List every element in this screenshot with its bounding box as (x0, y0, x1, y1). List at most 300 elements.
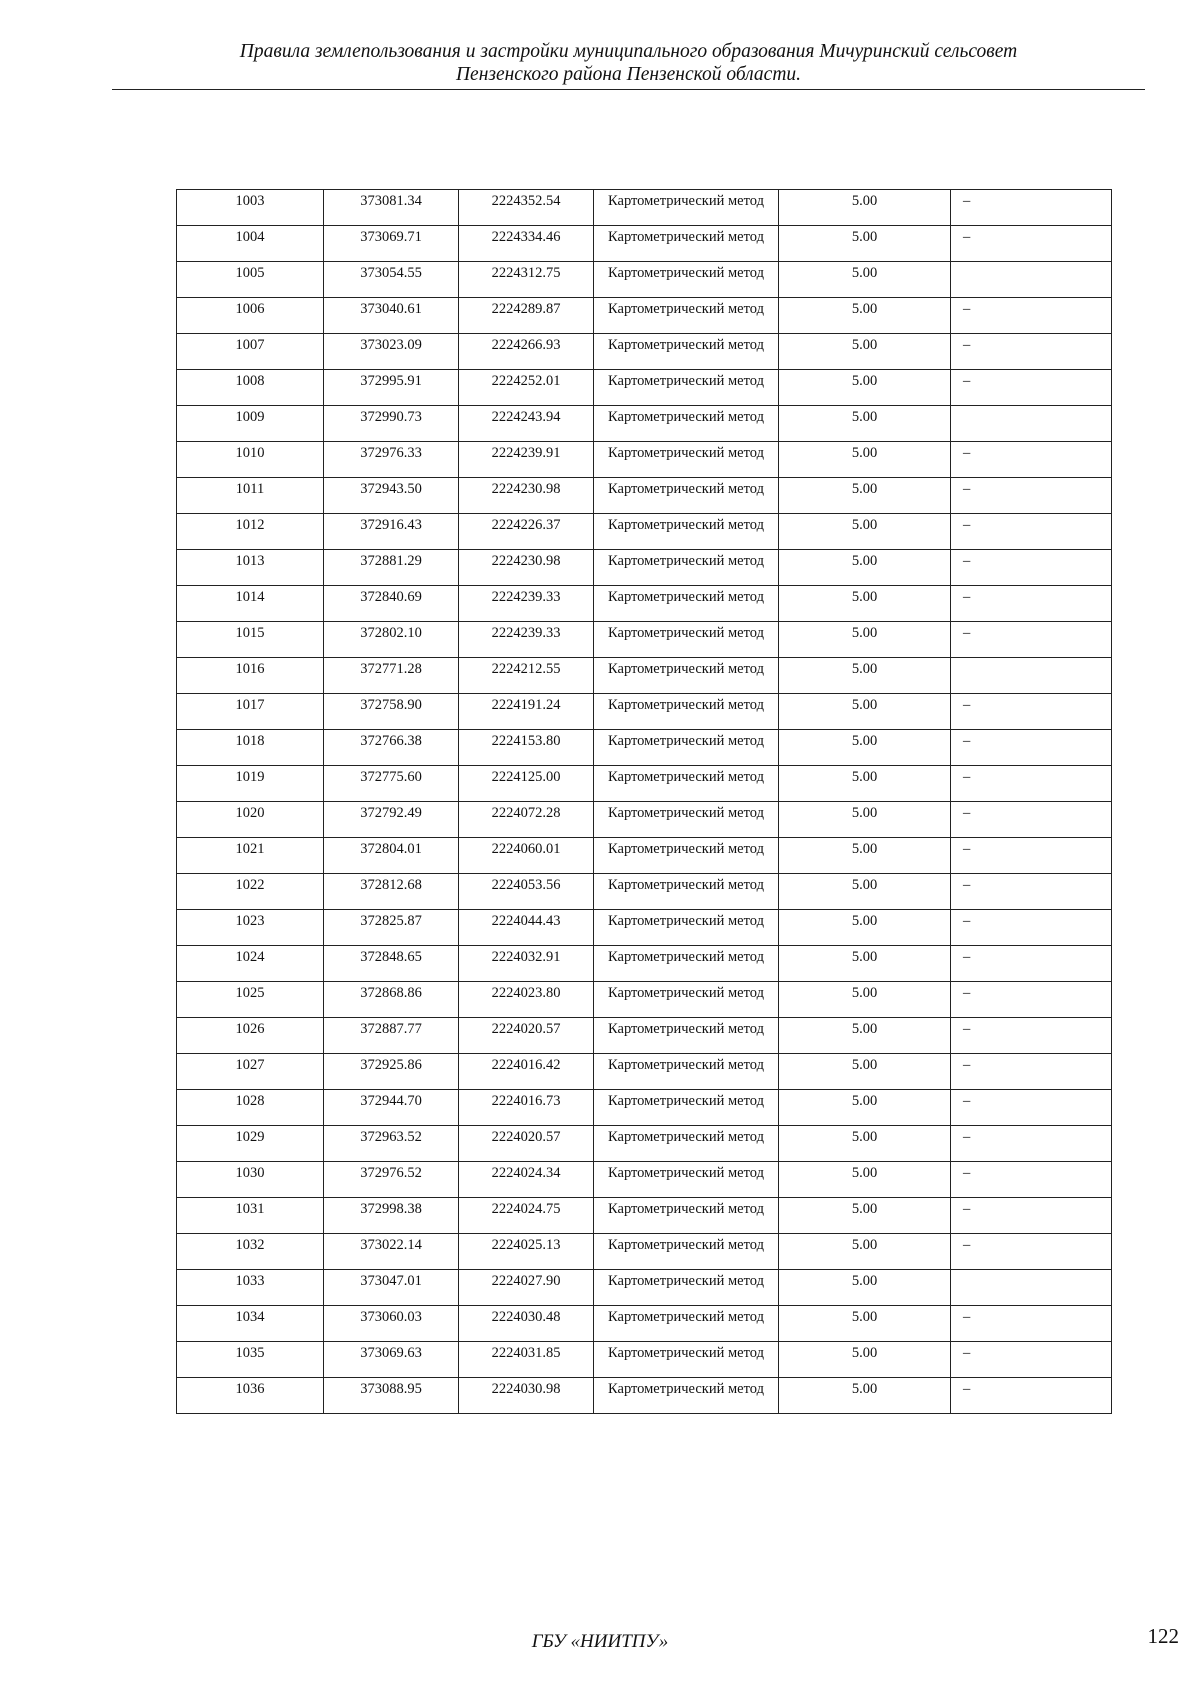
coord-x-cell-text: 372758.90 (360, 697, 422, 713)
point-number-cell (177, 550, 324, 586)
point-number-cell (177, 298, 324, 334)
note-cell (951, 910, 1112, 946)
accuracy-cell (779, 946, 951, 982)
method-cell-text: Картометрический метод (608, 1165, 764, 1181)
note-cell (951, 658, 1112, 694)
coord-y-cell (459, 370, 594, 406)
point-number-cell-text: 1030 (235, 1165, 265, 1181)
method-cell-text: Картометрический метод (608, 373, 764, 389)
coord-x-cell-text: 373069.63 (360, 1345, 422, 1361)
coord-y-cell (459, 658, 594, 694)
note-cell (951, 622, 1112, 658)
method-cell-text: Картометрический метод (608, 733, 764, 749)
note-cell (951, 874, 1112, 910)
point-number-cell-text: 1026 (235, 1021, 265, 1037)
accuracy-cell-text: 5.00 (851, 1273, 878, 1289)
coord-y-cell-text: 2224352.54 (491, 193, 561, 209)
point-number-cell (177, 442, 324, 478)
point-number-cell-text: 1009 (235, 409, 265, 425)
accuracy-cell-text: 5.00 (851, 913, 878, 929)
accuracy-cell (779, 586, 951, 622)
table-row (177, 514, 1112, 550)
point-number-cell (177, 1054, 324, 1090)
coord-y-cell (459, 802, 594, 838)
point-number-cell (177, 1234, 324, 1270)
note-cell-text: – (963, 517, 971, 533)
coord-x-cell-text: 372995.91 (360, 373, 422, 389)
coord-x-cell (324, 1054, 459, 1090)
accuracy-cell (779, 1378, 951, 1414)
header-line-2: Пензенского района Пензенской области. (455, 64, 802, 85)
note-cell-text: – (963, 1165, 971, 1181)
coord-y-cell-text: 2224020.57 (491, 1021, 561, 1037)
method-cell (594, 262, 779, 298)
point-number-cell (177, 910, 324, 946)
coord-y-cell-text: 2224230.98 (491, 481, 561, 497)
coord-x-cell-text: 372887.77 (360, 1021, 422, 1037)
coord-x-cell-text: 372976.33 (360, 445, 422, 461)
coord-x-cell-text: 372802.10 (360, 625, 422, 641)
point-number-cell (177, 1270, 324, 1306)
coord-x-cell-text: 372792.49 (360, 805, 422, 821)
coord-x-cell-text: 372804.01 (360, 841, 422, 857)
table-row (177, 694, 1112, 730)
coord-y-cell (459, 298, 594, 334)
point-number-cell-text: 1021 (235, 841, 265, 857)
table-row (177, 1342, 1112, 1378)
note-cell-text: – (963, 1309, 971, 1325)
note-cell (951, 802, 1112, 838)
table-row (177, 1270, 1112, 1306)
point-number-cell-text: 1003 (235, 193, 265, 209)
coord-y-cell-text: 2224266.93 (491, 337, 561, 353)
note-cell (951, 1198, 1112, 1234)
note-cell-text: – (963, 805, 971, 821)
point-number-cell (177, 1306, 324, 1342)
coord-y-cell-text: 2224016.42 (491, 1057, 561, 1073)
method-cell-text: Картометрический метод (608, 1093, 764, 1109)
accuracy-cell-text: 5.00 (851, 769, 878, 785)
method-cell-text: Картометрический метод (608, 337, 764, 353)
coord-x-cell-text: 373088.95 (360, 1381, 422, 1397)
coord-x-cell-text: 372840.69 (360, 589, 422, 605)
note-cell-text: – (963, 1345, 971, 1361)
coord-y-cell (459, 1090, 594, 1126)
method-cell (594, 910, 779, 946)
coord-x-cell (324, 334, 459, 370)
note-cell-text: – (963, 373, 971, 389)
coord-x-cell-text: 373060.03 (360, 1309, 422, 1325)
table-row (177, 586, 1112, 622)
coord-y-cell-text: 2224239.33 (491, 589, 561, 605)
table-row (177, 1090, 1112, 1126)
accuracy-cell-text: 5.00 (851, 733, 878, 749)
header-line-1: Правила землепользования и застройки муниципального образования Мичуринский сельсовет (239, 41, 1018, 62)
note-cell-text (963, 1270, 1111, 1273)
accuracy-cell-text: 5.00 (851, 517, 878, 533)
method-cell-text: Картометрический метод (608, 409, 764, 425)
coord-x-cell-text: 373040.61 (360, 301, 422, 317)
note-cell (951, 1306, 1112, 1342)
point-number-cell (177, 1342, 324, 1378)
accuracy-cell (779, 1018, 951, 1054)
point-number-cell-text: 1022 (235, 877, 265, 893)
point-number-cell-text: 1024 (235, 949, 265, 965)
note-cell-text: – (963, 589, 971, 605)
note-cell (951, 1162, 1112, 1198)
table-row (177, 298, 1112, 334)
coord-x-cell (324, 226, 459, 262)
accuracy-cell-text: 5.00 (851, 409, 878, 425)
header-divider (112, 89, 1145, 90)
point-number-cell-text: 1027 (235, 1057, 265, 1073)
note-cell (951, 1234, 1112, 1270)
coord-x-cell (324, 298, 459, 334)
table-row (177, 946, 1112, 982)
point-number-cell-text: 1025 (235, 985, 265, 1001)
point-number-cell (177, 262, 324, 298)
table-row (177, 478, 1112, 514)
note-cell (951, 370, 1112, 406)
point-number-cell-text: 1023 (235, 913, 265, 929)
coord-x-cell-text: 372775.60 (360, 769, 422, 785)
coord-x-cell (324, 514, 459, 550)
method-cell-text: Картометрический метод (608, 1345, 764, 1361)
note-cell (951, 1090, 1112, 1126)
coord-y-cell-text: 2224016.73 (491, 1093, 561, 1109)
note-cell-text (963, 406, 1111, 409)
accuracy-cell (779, 1126, 951, 1162)
coord-y-cell (459, 874, 594, 910)
point-number-cell-text: 1013 (235, 553, 265, 569)
point-number-cell-text: 1008 (235, 373, 265, 389)
method-cell-text: Картометрический метод (608, 589, 764, 605)
point-number-cell (177, 766, 324, 802)
point-number-cell (177, 190, 324, 226)
table-row (177, 406, 1112, 442)
coord-y-cell-text: 2224125.00 (491, 769, 561, 785)
accuracy-cell (779, 1054, 951, 1090)
method-cell (594, 550, 779, 586)
accuracy-cell-text: 5.00 (851, 1129, 878, 1145)
accuracy-cell-text: 5.00 (851, 1345, 878, 1361)
note-cell-text: – (963, 1201, 971, 1217)
coord-y-cell-text: 2224060.01 (491, 841, 561, 857)
coord-x-cell (324, 946, 459, 982)
coord-y-cell (459, 586, 594, 622)
table-row (177, 766, 1112, 802)
point-number-cell-text: 1019 (235, 769, 265, 785)
coord-x-cell-text: 372963.52 (360, 1129, 422, 1145)
note-cell (951, 946, 1112, 982)
point-number-cell-text: 1016 (235, 661, 265, 677)
method-cell-text: Картометрический метод (608, 1237, 764, 1253)
note-cell (951, 1342, 1112, 1378)
coord-y-cell-text: 2224030.98 (491, 1381, 561, 1397)
coord-x-cell (324, 658, 459, 694)
method-cell-text: Картометрический метод (608, 805, 764, 821)
method-cell-text: Картометрический метод (608, 445, 764, 461)
coord-x-cell (324, 730, 459, 766)
accuracy-cell-text: 5.00 (851, 193, 878, 209)
table-row (177, 1198, 1112, 1234)
note-cell-text: – (963, 301, 971, 317)
accuracy-cell-text: 5.00 (851, 697, 878, 713)
method-cell (594, 586, 779, 622)
coord-y-cell-text: 2224024.75 (491, 1201, 561, 1217)
point-number-cell (177, 622, 324, 658)
method-cell-text: Картометрический метод (608, 1129, 764, 1145)
accuracy-cell (779, 766, 951, 802)
note-cell (951, 514, 1112, 550)
point-number-cell (177, 658, 324, 694)
note-cell-text: – (963, 625, 971, 641)
method-cell-text: Картометрический метод (608, 481, 764, 497)
accuracy-cell-text: 5.00 (851, 445, 878, 461)
accuracy-cell-text: 5.00 (851, 229, 878, 245)
table-row (177, 370, 1112, 406)
table-row (177, 334, 1112, 370)
method-cell-text: Картометрический метод (608, 949, 764, 965)
coord-x-cell (324, 406, 459, 442)
accuracy-cell (779, 334, 951, 370)
accuracy-cell (779, 190, 951, 226)
note-cell-text: – (963, 445, 971, 461)
coord-y-cell-text: 2224024.34 (491, 1165, 561, 1181)
method-cell-text: Картометрический метод (608, 1273, 764, 1289)
method-cell-text: Картометрический метод (608, 1381, 764, 1397)
coord-x-cell (324, 1306, 459, 1342)
method-cell (594, 622, 779, 658)
note-cell (951, 334, 1112, 370)
table-row (177, 1054, 1112, 1090)
point-number-cell-text: 1005 (235, 265, 265, 281)
table-row (177, 658, 1112, 694)
point-number-cell (177, 1162, 324, 1198)
note-cell (951, 766, 1112, 802)
coord-x-cell (324, 1162, 459, 1198)
method-cell-text: Картометрический метод (608, 625, 764, 641)
note-cell-text: – (963, 877, 971, 893)
accuracy-cell (779, 298, 951, 334)
coord-y-cell-text: 2224243.94 (491, 409, 561, 425)
note-cell-text: – (963, 1129, 971, 1145)
coord-y-cell-text: 2224252.01 (491, 373, 561, 389)
coord-x-cell-text: 373081.34 (360, 193, 422, 209)
coord-x-cell-text: 372916.43 (360, 517, 422, 533)
coordinates-table (176, 189, 1112, 1414)
method-cell (594, 478, 779, 514)
note-cell (951, 1270, 1112, 1306)
accuracy-cell (779, 802, 951, 838)
coord-y-cell-text: 2224230.98 (491, 553, 561, 569)
coord-y-cell (459, 1126, 594, 1162)
method-cell (594, 730, 779, 766)
point-number-cell-text: 1034 (235, 1309, 265, 1325)
method-cell-text: Картометрический метод (608, 193, 764, 209)
point-number-cell (177, 946, 324, 982)
note-cell (951, 226, 1112, 262)
point-number-cell-text: 1033 (235, 1273, 265, 1289)
coord-x-cell (324, 910, 459, 946)
method-cell (594, 982, 779, 1018)
point-number-cell (177, 1378, 324, 1414)
coordinates-table-body (177, 190, 1112, 1414)
point-number-cell (177, 694, 324, 730)
footer-organization: ГБУ «НИИТПУ» (531, 1631, 669, 1652)
accuracy-cell-text: 5.00 (851, 1201, 878, 1217)
note-cell-text: – (963, 1381, 971, 1397)
method-cell-text: Картометрический метод (608, 913, 764, 929)
coord-y-cell (459, 190, 594, 226)
note-cell-text: – (963, 697, 971, 713)
accuracy-cell-text: 5.00 (851, 1021, 878, 1037)
coord-y-cell (459, 730, 594, 766)
accuracy-cell-text: 5.00 (851, 1057, 878, 1073)
point-number-cell-text: 1035 (235, 1345, 265, 1361)
method-cell (594, 514, 779, 550)
coord-y-cell-text: 2224027.90 (491, 1273, 561, 1289)
point-number-cell-text: 1017 (235, 697, 265, 713)
point-number-cell-text: 1007 (235, 337, 265, 353)
accuracy-cell-text: 5.00 (851, 373, 878, 389)
accuracy-cell-text: 5.00 (851, 625, 878, 641)
method-cell-text: Картометрический метод (608, 265, 764, 281)
table-row (177, 1234, 1112, 1270)
accuracy-cell-text: 5.00 (851, 985, 878, 1001)
page-header (112, 40, 1145, 86)
coord-x-cell (324, 982, 459, 1018)
point-number-cell-text: 1004 (235, 229, 265, 245)
note-cell (951, 838, 1112, 874)
note-cell-text: – (963, 985, 971, 1001)
point-number-cell (177, 1090, 324, 1126)
coord-x-cell (324, 1126, 459, 1162)
accuracy-cell-text: 5.00 (851, 265, 878, 281)
method-cell-text: Картометрический метод (608, 769, 764, 785)
coord-x-cell (324, 1234, 459, 1270)
method-cell (594, 1378, 779, 1414)
coord-y-cell-text: 2224289.87 (491, 301, 561, 317)
method-cell (594, 226, 779, 262)
coord-y-cell (459, 1270, 594, 1306)
page-number: 122 (1147, 1624, 1179, 1648)
coord-y-cell (459, 262, 594, 298)
method-cell (594, 694, 779, 730)
method-cell (594, 1018, 779, 1054)
point-number-cell (177, 802, 324, 838)
accuracy-cell (779, 874, 951, 910)
note-cell-text: – (963, 949, 971, 965)
coord-y-cell-text: 2224239.33 (491, 625, 561, 641)
point-number-cell (177, 478, 324, 514)
accuracy-cell (779, 1162, 951, 1198)
table-row (177, 226, 1112, 262)
note-cell-text: – (963, 229, 971, 245)
accuracy-cell (779, 1234, 951, 1270)
coord-x-cell (324, 766, 459, 802)
table-row (177, 442, 1112, 478)
coord-y-cell (459, 1306, 594, 1342)
coord-x-cell-text: 372848.65 (360, 949, 422, 965)
coord-y-cell (459, 1018, 594, 1054)
coord-x-cell-text: 372771.28 (360, 661, 422, 677)
table-row (177, 874, 1112, 910)
method-cell (594, 1234, 779, 1270)
coord-x-cell (324, 1198, 459, 1234)
point-number-cell (177, 334, 324, 370)
table-row (177, 550, 1112, 586)
method-cell (594, 1054, 779, 1090)
accuracy-cell (779, 694, 951, 730)
table-row (177, 1306, 1112, 1342)
note-cell (951, 190, 1112, 226)
coord-y-cell-text: 2224032.91 (491, 949, 561, 965)
point-number-cell-text: 1010 (235, 445, 265, 461)
method-cell-text: Картометрический метод (608, 1309, 764, 1325)
table-row (177, 910, 1112, 946)
method-cell (594, 838, 779, 874)
coord-y-cell (459, 406, 594, 442)
accuracy-cell (779, 406, 951, 442)
accuracy-cell-text: 5.00 (851, 1237, 878, 1253)
table-row (177, 982, 1112, 1018)
coord-x-cell (324, 622, 459, 658)
point-number-cell-text: 1036 (235, 1381, 265, 1397)
table-row (177, 1126, 1112, 1162)
note-cell (951, 586, 1112, 622)
coord-y-cell (459, 622, 594, 658)
note-cell-text (963, 262, 1111, 265)
method-cell (594, 406, 779, 442)
note-cell-text: – (963, 913, 971, 929)
point-number-cell-text: 1015 (235, 625, 265, 641)
table-row (177, 730, 1112, 766)
note-cell (951, 298, 1112, 334)
method-cell (594, 766, 779, 802)
coord-x-cell-text: 372812.68 (360, 877, 422, 893)
accuracy-cell (779, 370, 951, 406)
coord-x-cell-text: 372943.50 (360, 481, 422, 497)
accuracy-cell-text: 5.00 (851, 841, 878, 857)
accuracy-cell (779, 226, 951, 262)
accuracy-cell (779, 1342, 951, 1378)
accuracy-cell (779, 982, 951, 1018)
coord-x-cell-text: 372944.70 (360, 1093, 422, 1109)
accuracy-cell-text: 5.00 (851, 1093, 878, 1109)
note-cell (951, 442, 1112, 478)
coord-x-cell (324, 838, 459, 874)
coord-x-cell (324, 1270, 459, 1306)
coord-x-cell (324, 1342, 459, 1378)
method-cell (594, 1306, 779, 1342)
accuracy-cell-text: 5.00 (851, 301, 878, 317)
coord-y-cell-text: 2224031.85 (491, 1345, 561, 1361)
coord-y-cell-text: 2224025.13 (491, 1237, 561, 1253)
note-cell (951, 1018, 1112, 1054)
point-number-cell (177, 1198, 324, 1234)
point-number-cell-text: 1018 (235, 733, 265, 749)
coord-y-cell (459, 982, 594, 1018)
accuracy-cell-text: 5.00 (851, 805, 878, 821)
accuracy-cell (779, 1198, 951, 1234)
accuracy-cell (779, 442, 951, 478)
coord-y-cell-text: 2224239.91 (491, 445, 561, 461)
note-cell (951, 478, 1112, 514)
method-cell (594, 442, 779, 478)
table-row (177, 262, 1112, 298)
point-number-cell (177, 406, 324, 442)
